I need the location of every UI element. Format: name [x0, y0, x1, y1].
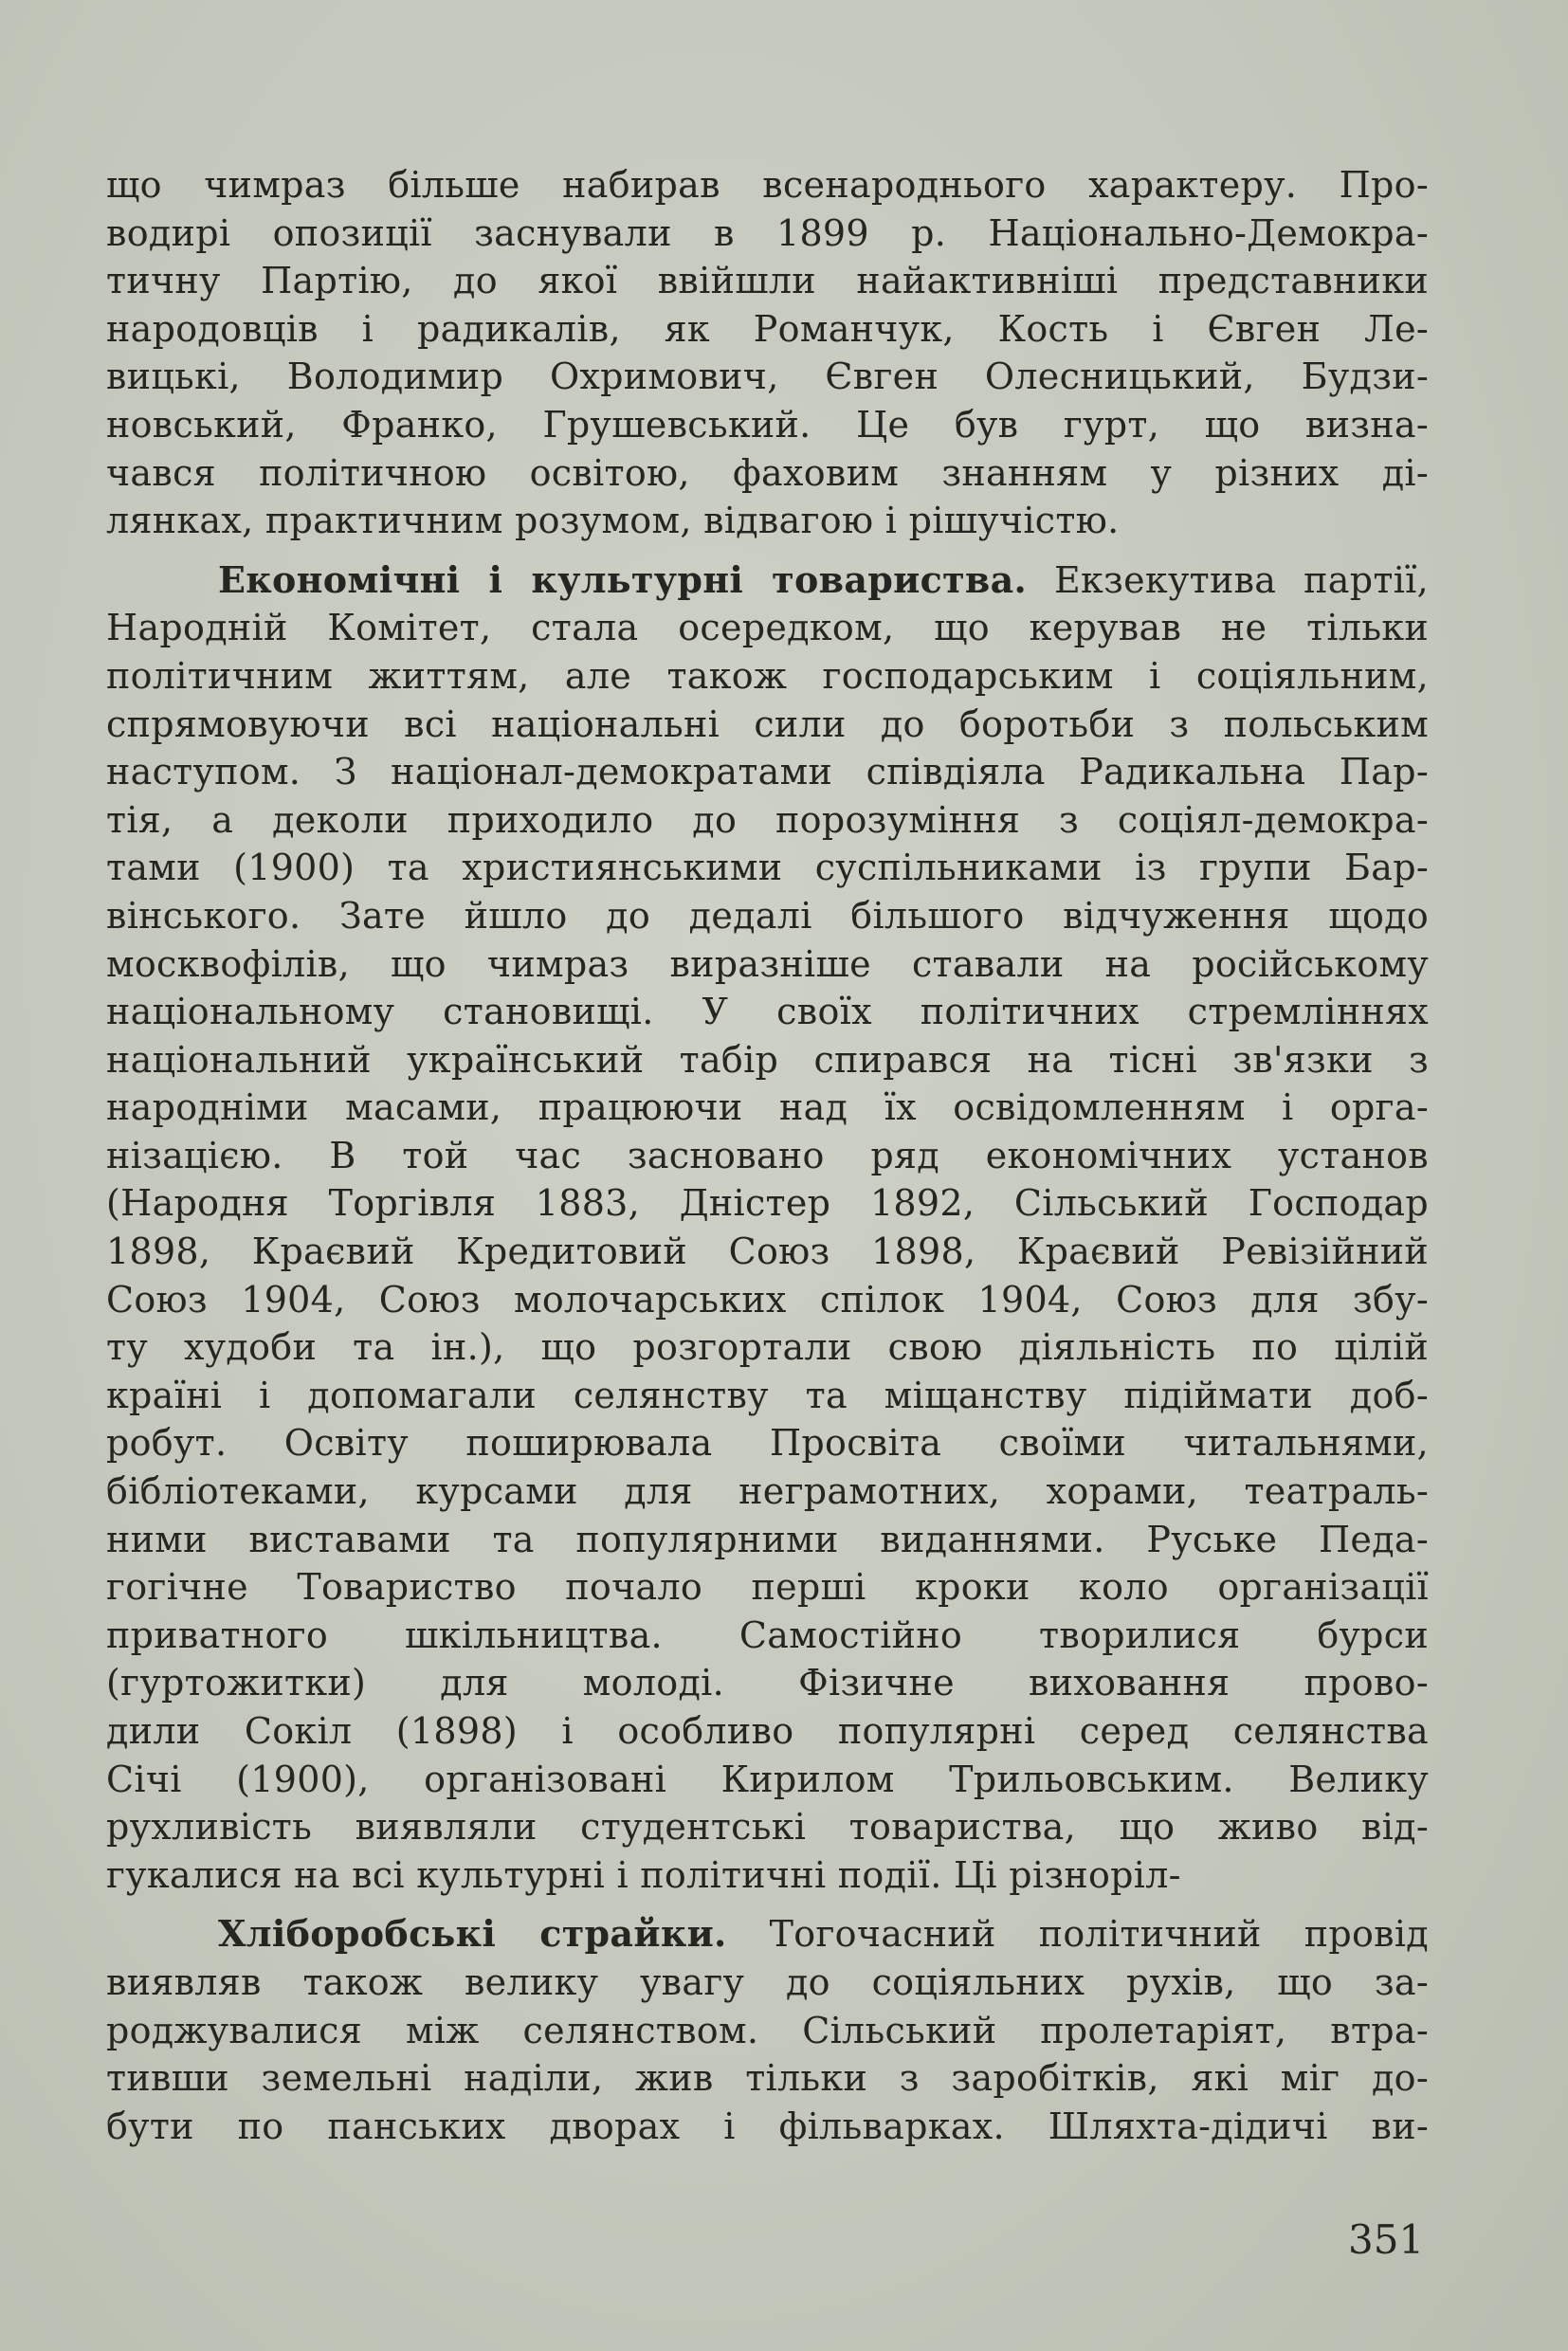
text-line: москвофілів, що чимраз виразніше ставали на російському — [106, 942, 1429, 985]
paragraph-gap — [106, 1899, 1429, 1910]
paragraph-farm-strikes — [106, 1910, 1429, 2150]
heading-line-rest: Екзекутива партії, — [1027, 558, 1429, 601]
text-line: що чимраз більше набирав всенароднього характеру. Про- — [106, 164, 1429, 206]
text-line: виявляв також велику увагу до соціяльних рухів, що за- — [106, 1960, 1429, 2003]
text-line: дили Сокіл (1898) і особливо популярні серед селянства — [106, 1710, 1429, 1752]
heading-line-rest: Тогочасний політичний провід — [726, 1913, 1430, 1956]
text-line: вицькі, Володимир Охримович, Євген Олесницький, Будзи- — [106, 355, 1429, 398]
text-line: Січі (1900), організовані Кирилом Трильовським. Велику — [106, 1758, 1429, 1800]
text-line: країні і допомагали селянству та міщанству підіймати доб- — [106, 1374, 1429, 1416]
text-line: національному становищі. У своїх політичних стремліннях — [106, 991, 1429, 1033]
text-line: вінського. Зате йшло до дедалі більшого відчуження щодо — [106, 894, 1429, 937]
text-line: роджувалися між селянством. Сільський пролетаріят, втра- — [106, 2009, 1429, 2051]
text-line: ту худоби та ін.), що розгортали свою діяльність по цілій — [106, 1326, 1429, 1369]
text-line: робут. Освіту поширювала Просвіта своїми читальнями, — [106, 1422, 1429, 1465]
text-line: тичну Партію, до якої ввійшли найактивніші представники — [106, 260, 1429, 302]
text-line: чався політичною освітою, фаховим знанням у різних ді- — [106, 451, 1429, 494]
text-line: лянках, практичним розумом, відвагою і рішучістю. — [106, 500, 1120, 542]
text-line: ними виставами та популярними виданнями. Руське Педа- — [106, 1518, 1429, 1560]
section-heading-economic-cultural: Економічні і культурні товариства. — [218, 557, 1028, 601]
text-line: спрямовуючи всі національні сили до боротьби з польським — [106, 702, 1429, 745]
text-line: гогічне Товариство почало перші кроки коло організації — [106, 1566, 1429, 1609]
text-line: бібліотеками, курсами для неграмотних, хорами, театраль- — [106, 1470, 1429, 1513]
text-line: політичним життям, але також господарським і соціяльним, — [106, 654, 1429, 697]
text-line-with-heading — [106, 1910, 1429, 1959]
paragraph-gap — [106, 545, 1429, 556]
page-number: 351 — [1348, 2216, 1425, 2263]
text-line: приватного шкільництва. Самостійно творилися бурси — [106, 1613, 1429, 1656]
text-line: народовців і радикалів, як Романчук, Кость і Євген Ле- — [106, 307, 1429, 350]
text-line: тія, а деколи приходило до порозуміння з соціял-демокра- — [106, 798, 1429, 841]
text-line-with-heading — [106, 556, 1429, 605]
text-line: новський, Франко, Грушевський. Це був гурт, що визна- — [106, 403, 1429, 446]
text-line: Союз 1904, Союз молочарських спілок 1904, Союз для збу- — [106, 1278, 1429, 1321]
text-line: гукалися на всі культурні і політичні події. Ці різноріл- — [106, 1853, 1181, 1896]
text-line: бути по панських дворах і фільварках. Шляхта-дідичі ви- — [106, 2105, 1429, 2147]
text-line: нізацією. В той час засновано ряд економічних установ — [106, 1134, 1429, 1176]
text-line: народніми масами, працюючи над їх освідомленням і орга- — [106, 1086, 1429, 1129]
text-line: рухливість виявляли студентські товариства, що живо від- — [106, 1806, 1429, 1849]
text-line: національний український табір спирався на тісні зв'язки з — [106, 1038, 1429, 1081]
text-line: тивши земельні наділи, жив тільки з заробітків, які міг до- — [106, 2057, 1429, 2100]
text-line: Народній Комітет, стала осередком, що керував не тільки — [106, 607, 1429, 649]
text-line: (гуртожитки) для молоді. Фізичне виховання прово- — [106, 1662, 1429, 1704]
text-line: тами (1900) та християнськими суспільниками із групи Бар- — [106, 847, 1429, 889]
text-line: (Народня Торгівля 1883, Дністер 1892, Сільський Господар — [106, 1182, 1429, 1225]
page-body — [106, 161, 1429, 2150]
section-heading-farm-strikes: Хліборобські страйки. — [218, 1912, 727, 1956]
text-line: 1898, Краєвий Кредитовий Союз 1898, Краєвий Ревізійний — [106, 1230, 1429, 1273]
paragraph-economic-cultural — [106, 556, 1429, 1900]
text-line: водирі опозиції заснували в 1899 р. Національно-Демокра- — [106, 211, 1429, 254]
paragraph-1 — [106, 161, 1429, 545]
text-line: наступом. З націонал-демократами співдіяла Радикальна Пар- — [106, 751, 1429, 793]
